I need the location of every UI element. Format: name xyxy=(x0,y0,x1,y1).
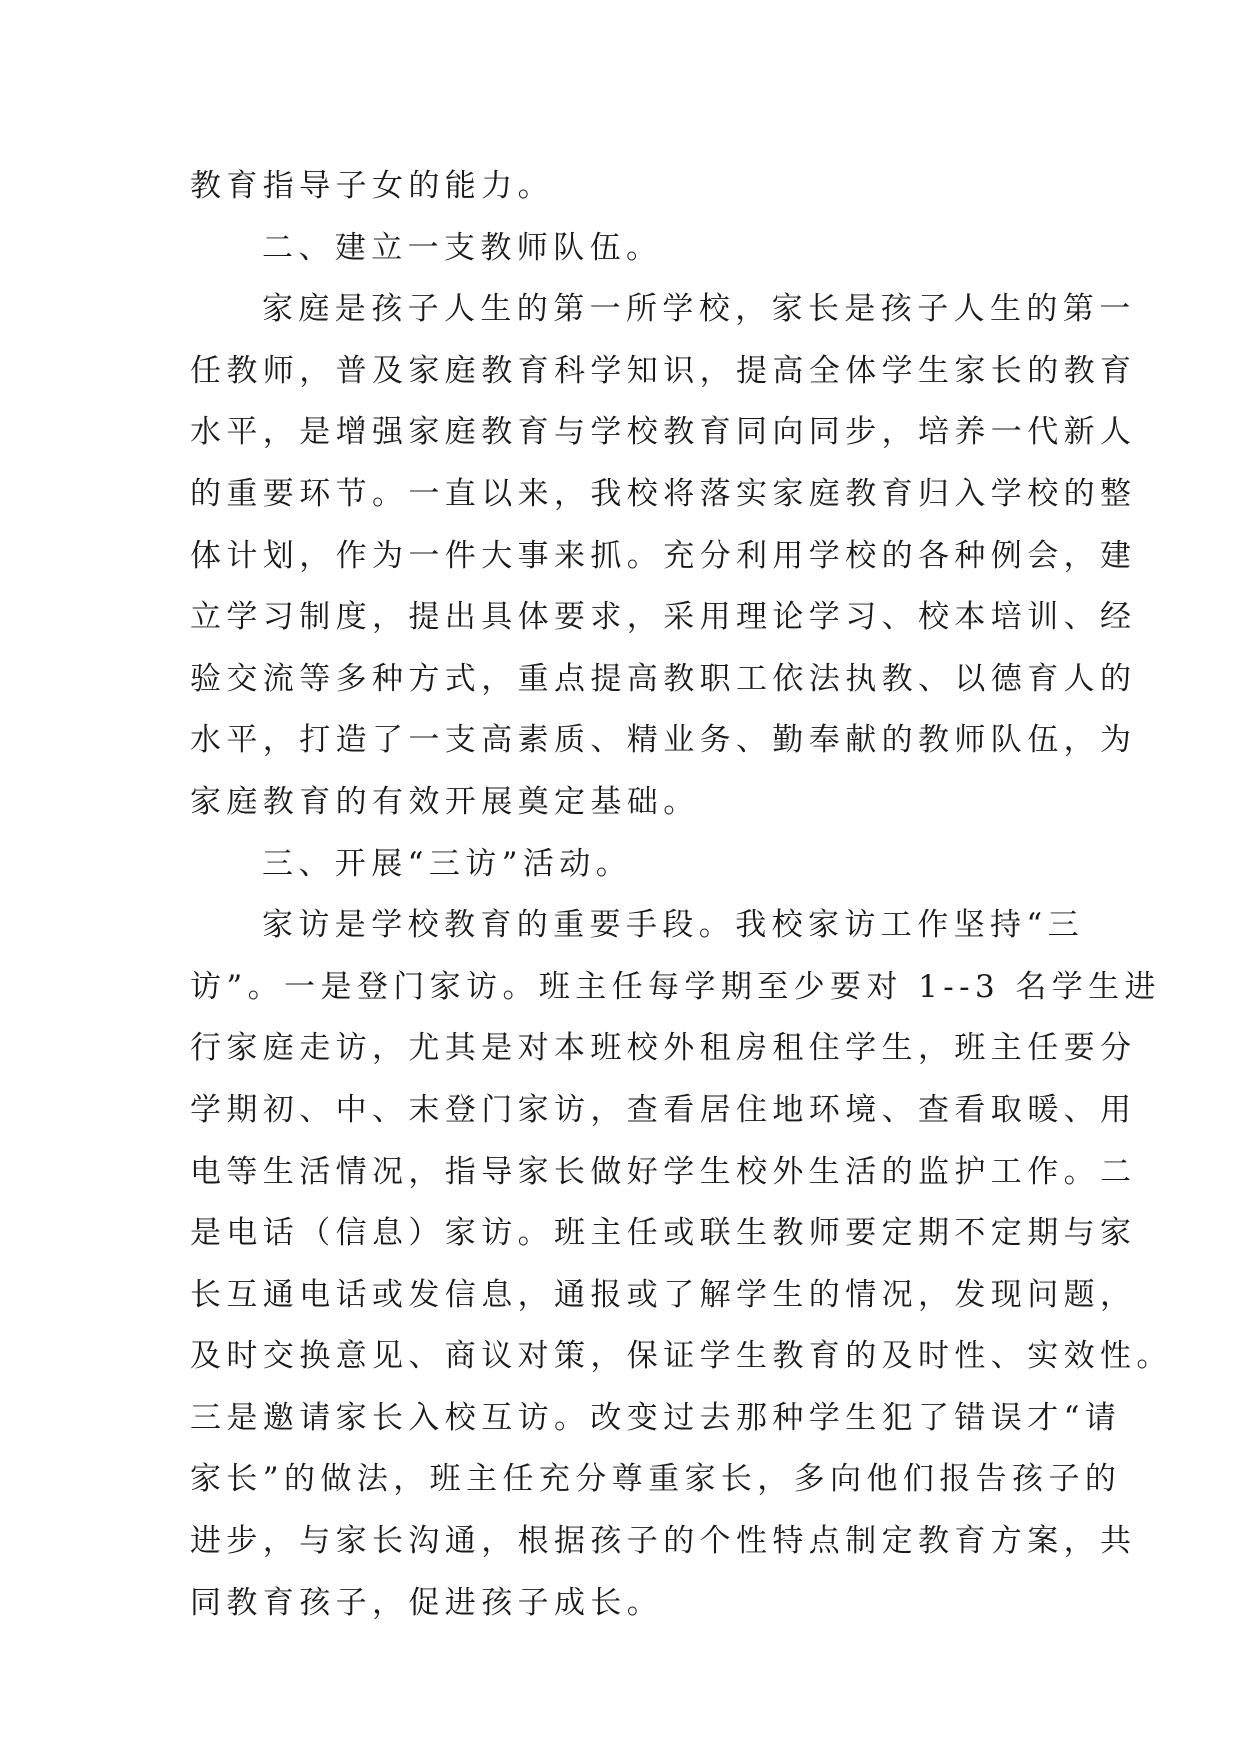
text-line: 水平，是增强家庭教育与学校教育同向同步，培养一代新人 xyxy=(190,414,1137,451)
text-line: 任教师，普及家庭教育科学知识，提高全体学生家长的教育 xyxy=(190,352,1137,389)
text-line: 及时交换意见、商议对策，保证学生教育的及时性、实效性。 xyxy=(190,1338,1173,1375)
text-line: 三是邀请家长入校互访。改变过去那种学生犯了错误才“请 xyxy=(190,1399,1122,1436)
text-line: 家长”的做法，班主任充分尊重家长，多向他们报告孩子的 xyxy=(190,1461,1122,1498)
text-line: 学期初、中、末登门家访，查看居住地环境、查看取暖、用 xyxy=(190,1091,1137,1128)
text-line: 电等生活情况，指导家长做好学生校外生活的监护工作。二 xyxy=(190,1153,1137,1190)
text-line: 长互通电话或发信息，通报或了解学生的情况，发现问题， xyxy=(190,1276,1137,1313)
text-line: 的重要环节。一直以来，我校将落实家庭教育归入学校的整 xyxy=(190,475,1137,512)
text-line: 家访是学校教育的重要手段。我校家访工作坚持“三 xyxy=(262,907,1085,944)
text-line: 教育指导子女的能力。 xyxy=(190,168,554,204)
text-line: 是电话（信息）家访。班主任或联生教师要定期不定期与家 xyxy=(190,1215,1137,1252)
text-line: 立学习制度，提出具体要求，采用理论学习、校本培训、经 xyxy=(190,599,1137,636)
text-line: 进步，与家长沟通，根据孩子的个性特点制定教育方案，共 xyxy=(190,1523,1137,1560)
text-line: 家庭是孩子人生的第一所学校，家长是孩子人生的第一 xyxy=(262,291,1136,328)
text-line: 家庭教育的有效开展奠定基础。 xyxy=(190,783,700,820)
section-heading: 三、开展“三访”活动。 xyxy=(262,845,633,882)
text-line: 体计划，作为一件大事来抓。充分利用学校的各种例会，建 xyxy=(190,537,1137,574)
text-line: 同教育孩子，促进孩子成长。 xyxy=(190,1584,664,1621)
document-body xyxy=(190,156,1173,1634)
text-line: 行家庭走访，尤其是对本班校外租房租住学生，班主任要分 xyxy=(190,1030,1137,1067)
text-line: 水平，打造了一支高素质、精业务、勤奉献的教师队伍，为 xyxy=(190,722,1137,759)
text-line: 验交流等多种方式，重点提高教职工依法执教、以德育人的 xyxy=(190,660,1137,697)
text-line: 访”。一是登门家访。班主任每学期至少要对 1--3 名学生进 xyxy=(190,968,1161,1005)
section-heading: 二、建立一支教师队伍。 xyxy=(262,229,663,266)
